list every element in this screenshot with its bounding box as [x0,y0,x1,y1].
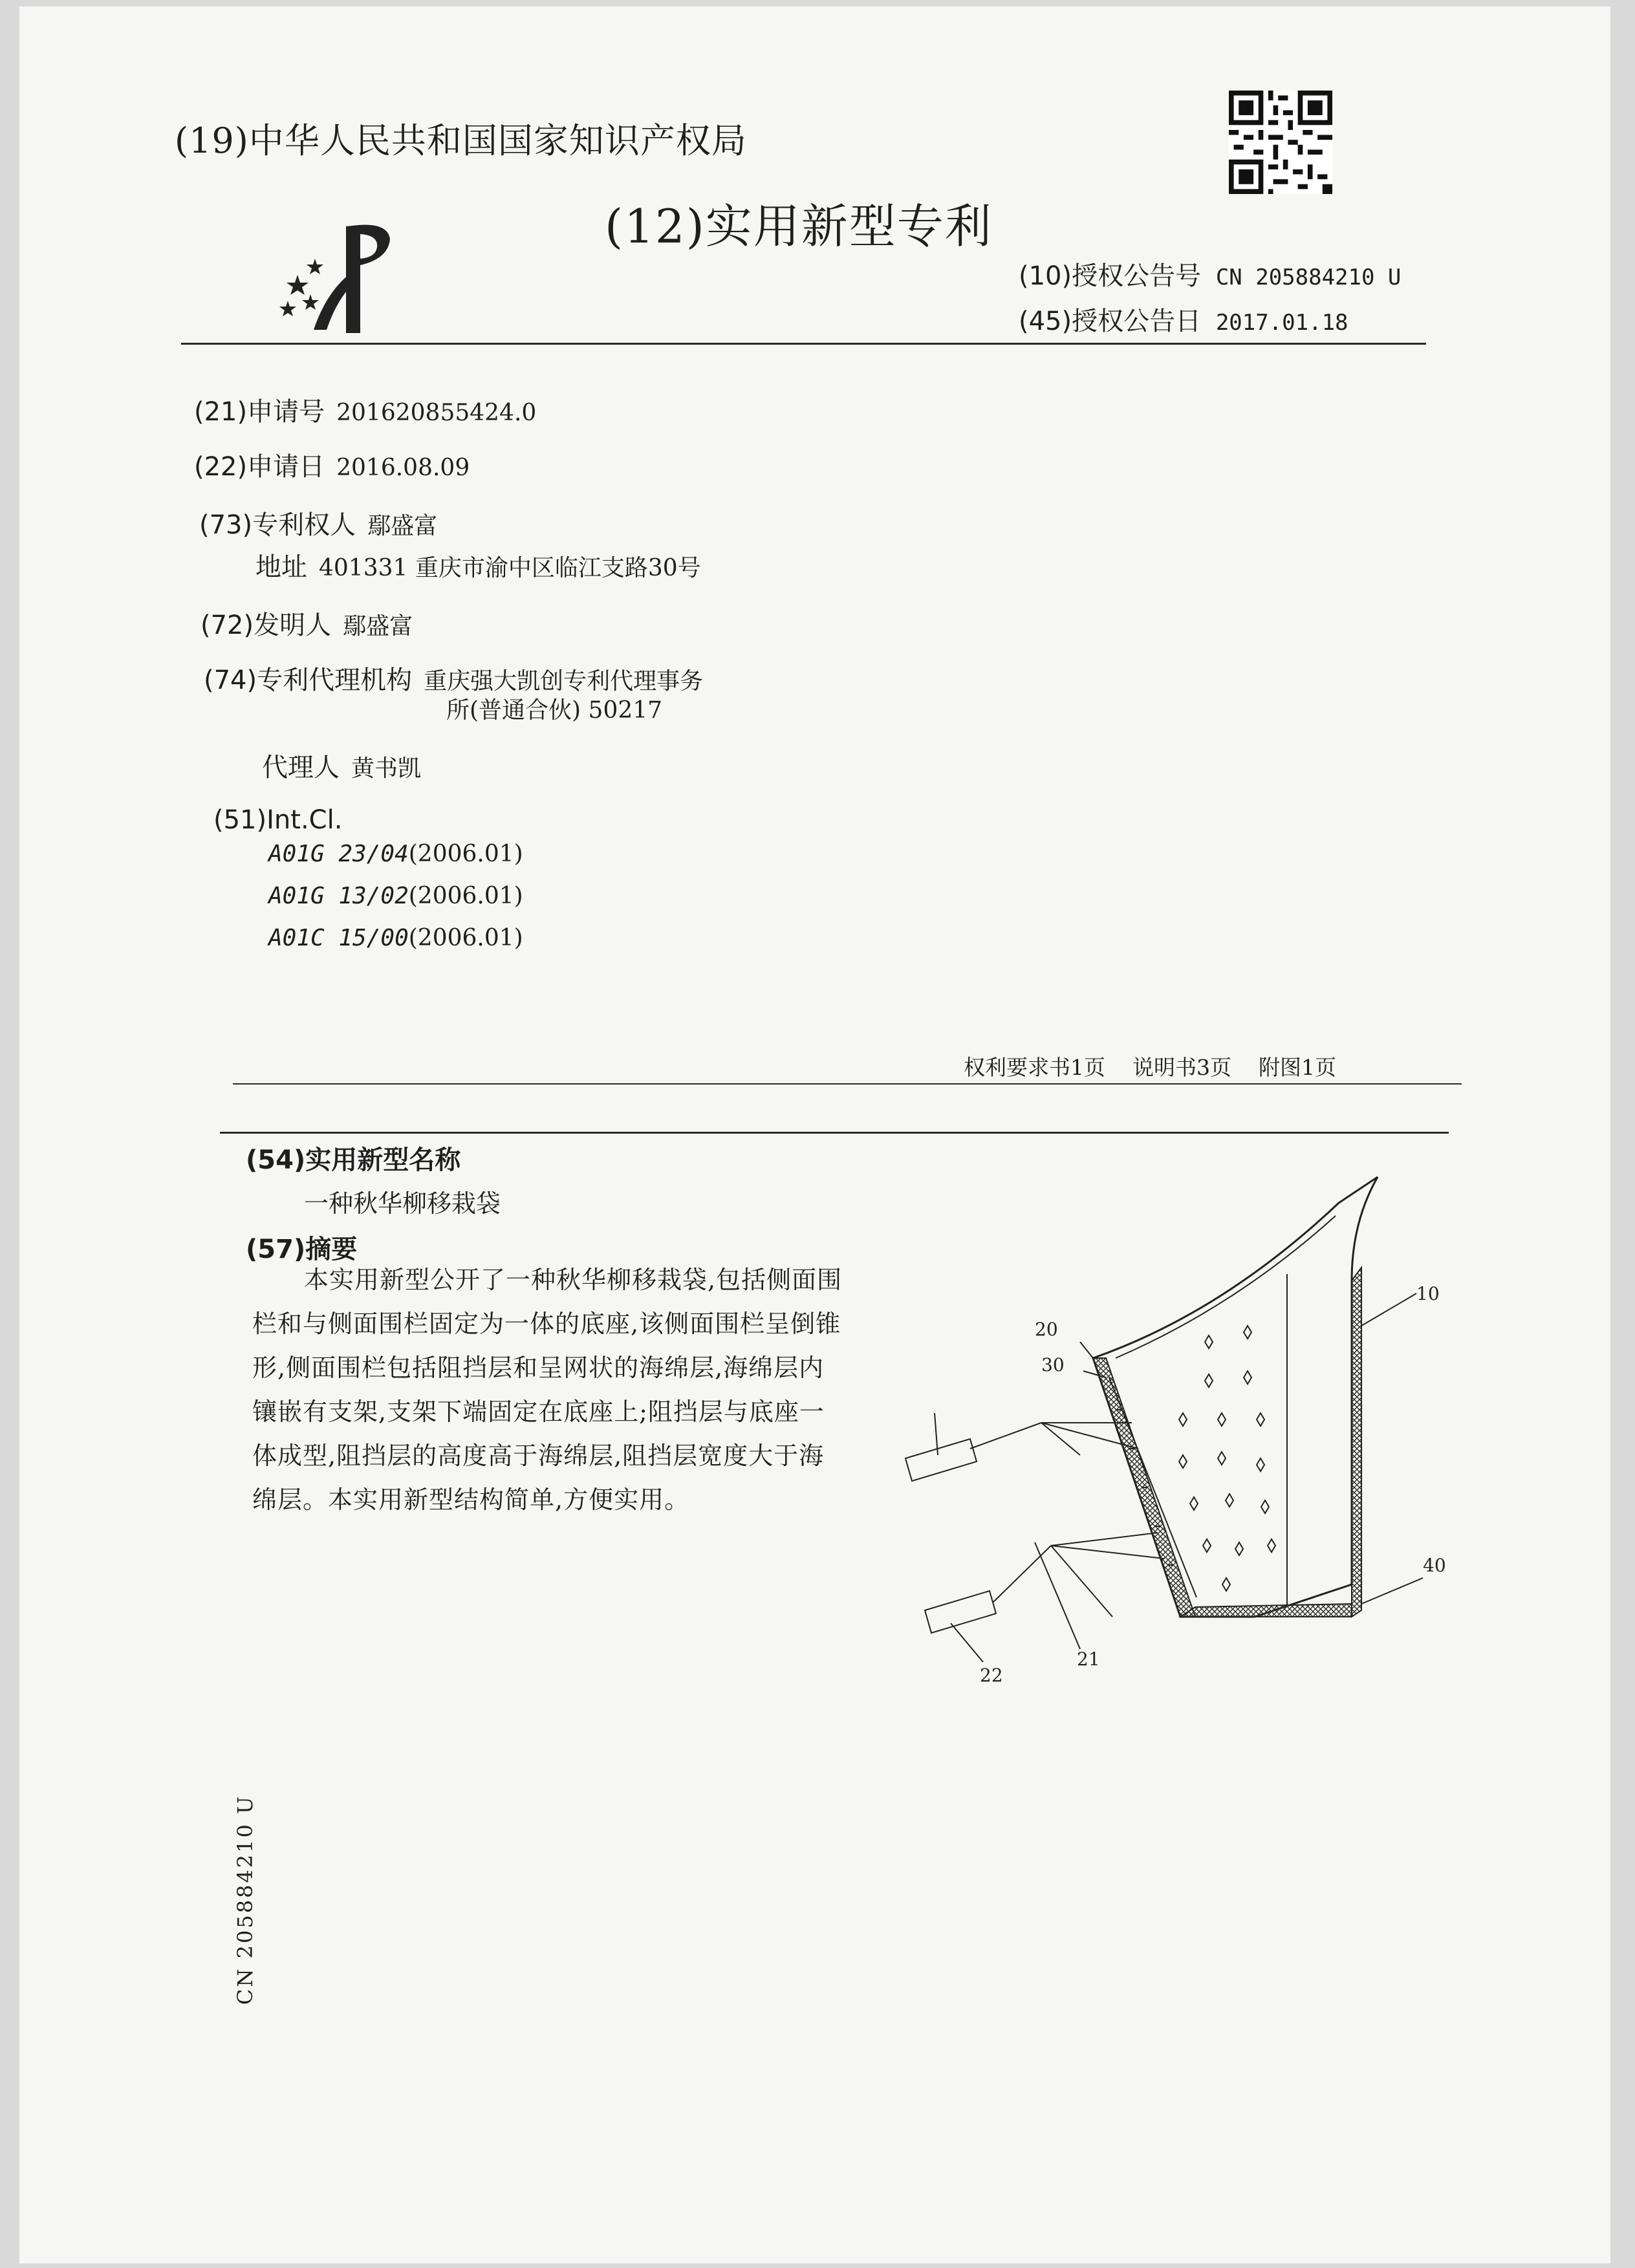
publication-number-row [1019,255,1401,292]
patentee-label: (73)专利权人 [199,510,356,540]
publication-date-label: (45)授权公告日 [1019,307,1202,336]
claims-pages: 权利要求书1页 [964,1055,1105,1080]
ipc-entry [268,841,523,867]
ipc-version: (2006.01) [408,925,523,951]
filing-date-label: (22)申请日 [194,452,325,482]
inventor-row [200,605,413,642]
section-divider [220,1132,1449,1134]
patent-kind-title: (12)实用新型专利 [605,199,993,254]
agency-row [204,660,703,697]
ipc-version: (2006.01) [408,841,523,867]
ipc-code: A01G 13/02 [268,883,409,909]
ipc-code: A01C 15/00 [268,925,409,951]
patent-office-name: (19)中华人民共和国国家知识产权局 [175,120,747,161]
figure-label: 40 [1423,1555,1446,1576]
patentee: 鄢盛富 [367,513,438,539]
patent-page [19,6,1610,2263]
patentee-row [199,504,437,541]
patent-figure [886,1164,1481,1701]
cnipa-logo-icon [275,220,411,340]
figure-label: 10 [1416,1283,1440,1304]
figure-label: 21 [1077,1648,1100,1670]
ipc-label: (51)Int.Cl. [213,805,343,835]
agent-row [262,747,421,784]
utility-model-title-label: (54)实用新型名称 [246,1145,461,1175]
address-label: 地址 [255,552,307,582]
application-number-label: (21)申请号 [194,397,325,427]
application-number: 201620855424.0 [336,400,537,426]
inventor: 鄢盛富 [343,613,413,640]
application-number-row [194,391,536,428]
agency-line2: 所(普通合伙) 50217 [446,697,663,724]
agency-line2-row [446,692,662,725]
figure-label: 30 [1041,1354,1065,1376]
ipc-entry [268,883,523,909]
filing-date: 2016.08.09 [336,455,470,481]
qr-code-icon [1229,91,1332,194]
agent-label: 代理人 [262,753,340,783]
inventor-label: (72)发明人 [200,610,332,640]
description-pages: 说明书3页 [1132,1055,1231,1080]
filing-date-row [194,446,470,483]
drawings-pages: 附图1页 [1259,1055,1336,1080]
agency-label: (74)专利代理机构 [204,665,413,695]
utility-model-title: 一种秋华柳移栽袋 [304,1189,501,1218]
agency-line1: 重庆强大凯创专利代理事务 [424,668,704,695]
figure-label: 20 [1035,1319,1058,1340]
figure-label: 22 [980,1665,1003,1686]
header-divider [181,343,1426,345]
section-divider [233,1083,1462,1085]
ipc-entry [268,925,523,951]
agent: 黄书凯 [351,755,422,782]
abstract-text: 本实用新型公开了一种秋华柳移栽袋,包括侧面围栏和与侧面围栏固定为一体的底座,该侧面围栏呈倒锥形,侧面围栏包括阻挡层和呈网状的海绵层,海绵层内镶嵌有支架,支架下端固定在底座上;阻挡层与底座一体成型,阻挡层的高度高于海绵层,阻挡层宽度大于海绵层。本实用新型结构简单,方便实用。 [252,1266,843,1514]
address-row [255,546,701,583]
ipc-code: A01G 23/04 [268,841,409,867]
side-publication-number: CN 205884210 U [233,1794,257,2005]
page-counts [964,1051,1363,1081]
publication-number: CN 205884210 U [1215,265,1402,290]
publication-date: 2017.01.18 [1215,310,1348,336]
address: 401331 重庆市渝中区临江支路30号 [319,555,701,581]
abstract-label: (57)摘要 [246,1235,358,1264]
publication-date-row [1019,301,1348,338]
publication-number-label: (10)授权公告号 [1019,261,1202,291]
ipc-version: (2006.01) [408,883,523,909]
